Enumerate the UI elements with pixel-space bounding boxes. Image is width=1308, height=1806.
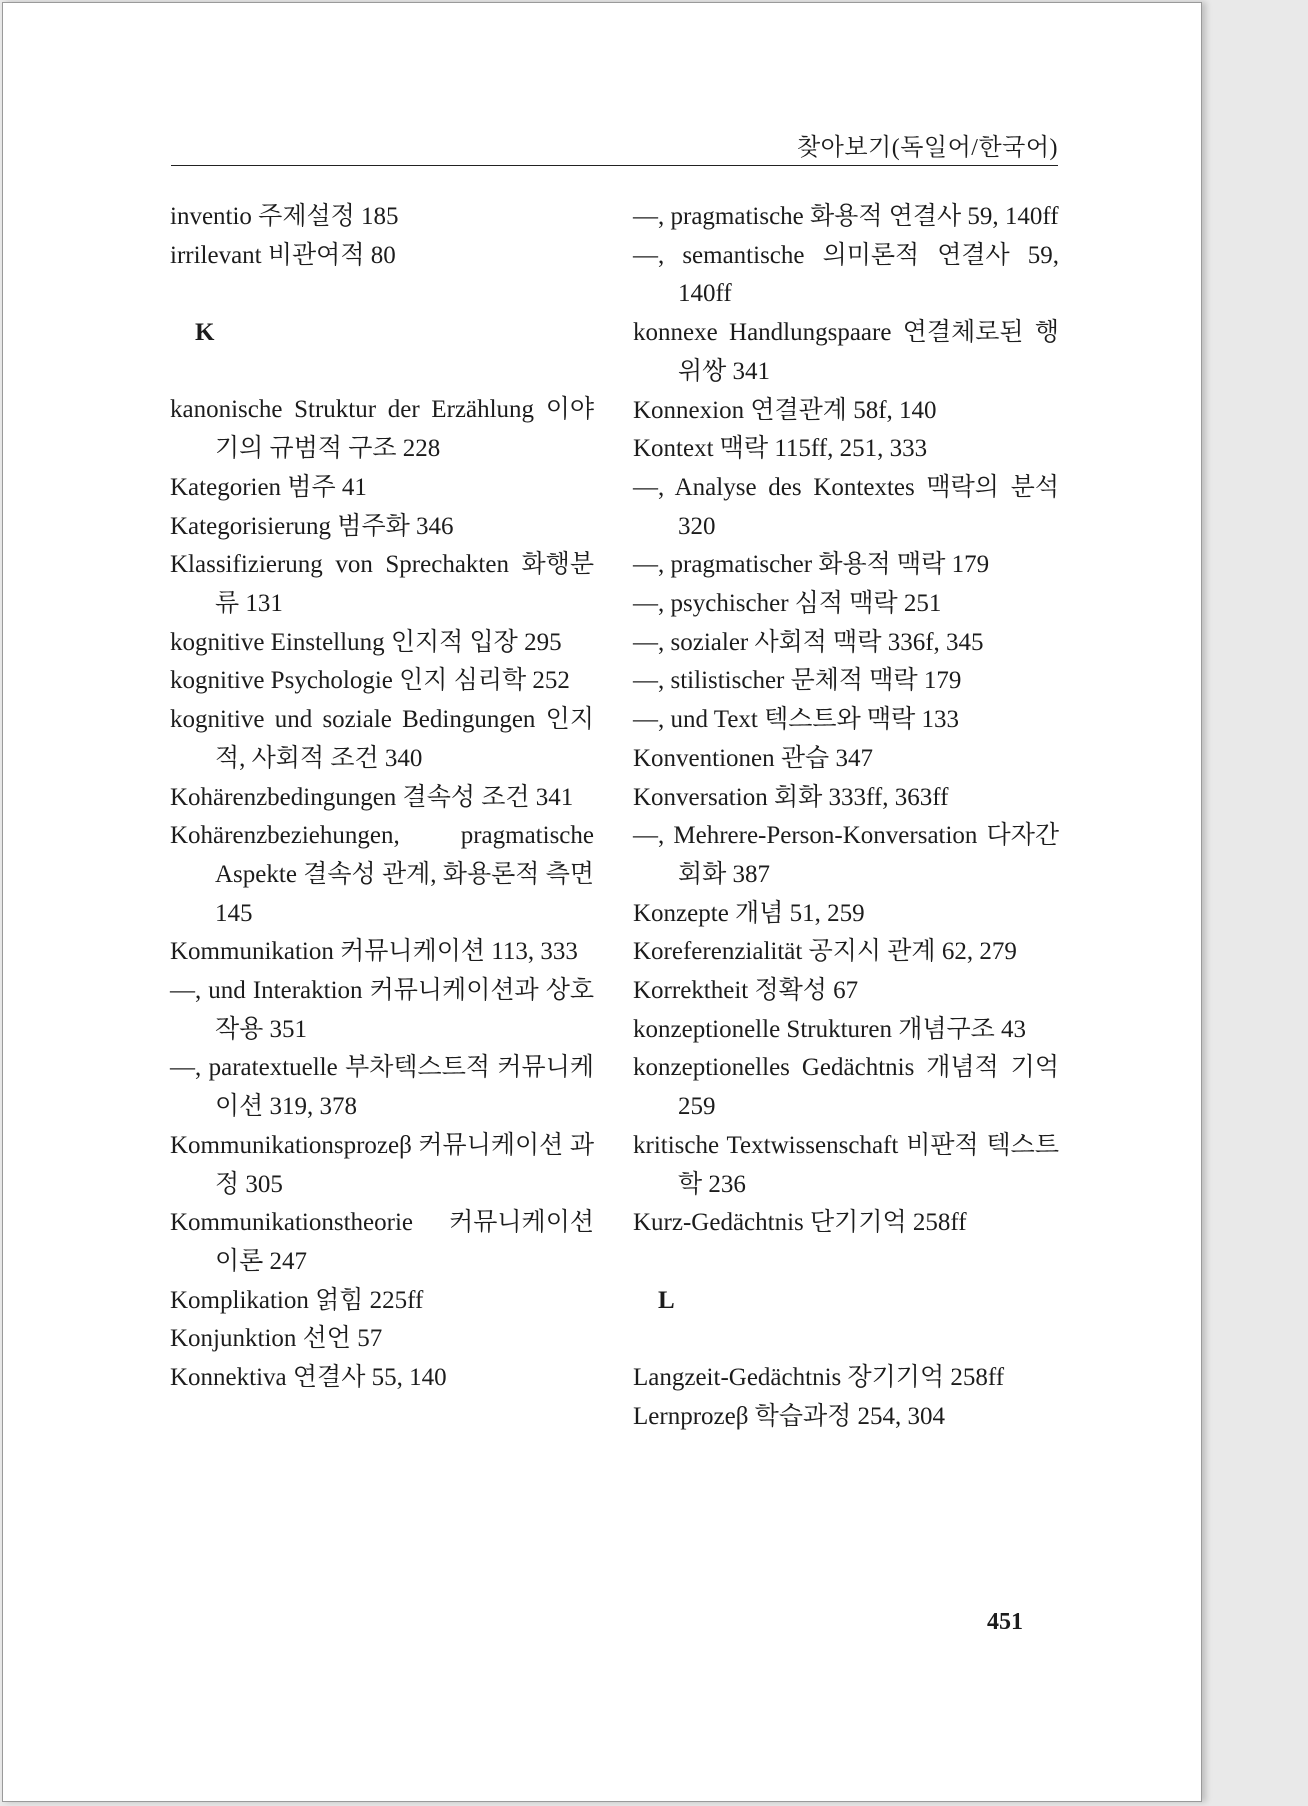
index-entry: Konzepte 개념 51, 259	[633, 899, 865, 927]
index-entry: konzeptionelle Strukturen 개념구조 43	[633, 1015, 1027, 1043]
index-entry: Konnexion 연결관계 58f, 140	[633, 396, 937, 424]
index-entry: Kohärenzbedingungen 결속성 조건 341	[170, 783, 574, 811]
index-entry: kognitive Psychologie 인지 심리학 252	[170, 667, 570, 695]
index-entry: Klassifizierung von Sprechakten 화행분류 131	[170, 551, 594, 617]
index-entry: Konversation 회화 333ff, 363ff	[633, 783, 949, 811]
index-entry: Kommunikationsprozeβ 커뮤니케이션 과정 305	[170, 1131, 594, 1198]
index-entry: —, Analyse des Kontextes 맥락의 분석 320	[633, 473, 1059, 540]
index-entry: inventio 주제설정 185	[170, 203, 399, 230]
index-entry: Kohärenzbeziehungen, pragmatische Aspekte 결속성 관계, 화용론적 측면 145	[170, 822, 594, 927]
index-entry: Konventionen 관습 347	[633, 744, 873, 772]
page-number: 451	[987, 1609, 1023, 1635]
index-entry: Kommunikationstheorie 커뮤니케이션 이론 247	[170, 1209, 594, 1275]
index-entry: Konjunktion 선언 57	[170, 1325, 383, 1353]
index-entry: —, Mehrere-Person-Konversation 다자간 회화 387	[633, 822, 1059, 888]
index-column-right	[633, 198, 1059, 1436]
index-entry: kognitive Einstellung 인지적 입장 295	[170, 628, 562, 656]
section-letter: K	[195, 319, 215, 347]
index-entry: konnexe Handlungspaare 연결체로된 행위쌍 341	[633, 319, 1059, 385]
index-entry: —, sozialer 사회적 맥락 336f, 345	[633, 628, 984, 656]
book-page	[2, 2, 1202, 1802]
index-entry: Kategorisierung 범주화 346	[170, 512, 454, 540]
index-entry: Kategorien 범주 41	[170, 473, 367, 501]
index-entry: Lernprozeβ 학습과정 254, 304	[633, 1402, 946, 1430]
index-entry: —, pragmatischer 화용적 맥락 179	[633, 551, 990, 579]
index-entry: Korrektheit 정확성 67	[633, 977, 859, 1005]
index-entry: —, stilistischer 문체적 맥락 179	[633, 667, 962, 695]
index-entry: Koreferenzialität 공지시 관계 62, 279	[633, 938, 1017, 966]
index-entry: Konnektiva 연결사 55, 140	[170, 1364, 447, 1392]
index-column-left	[170, 198, 594, 1398]
index-entry: —, pragmatische 화용적 연결사 59, 140ff	[633, 203, 1059, 230]
index-entry: Kurz-Gedächtnis 단기기억 258ff	[633, 1209, 967, 1237]
index-entry: —, und Text 텍스트와 맥락 133	[633, 706, 960, 734]
running-header: 찾아보기(독일어/한국어)	[171, 127, 1058, 166]
index-entry: irrilevant 비관여적 80	[170, 241, 396, 269]
index-entry: —, und Interaktion 커뮤니케이션과 상호작용 351	[170, 977, 594, 1043]
index-entry: kognitive und soziale Bedingungen 인지적, 사회적 조건 340	[170, 706, 594, 772]
index-entry: Komplikation 얽힘 225ff	[170, 1286, 424, 1314]
index-entry: Kommunikation 커뮤니케이션 113, 333	[170, 938, 578, 966]
index-entry: konzeptionelles Gedächtnis 개념적 기억 259	[633, 1054, 1059, 1121]
index-entry: —, semantische 의미론적 연결사 59, 140ff	[633, 241, 1059, 308]
index-entry: Kontext 맥락 115ff, 251, 333	[633, 435, 928, 463]
section-letter: L	[658, 1286, 675, 1314]
index-entry: kanonische Struktur der Erzählung 이야기의 규범적 구조 228	[170, 396, 594, 463]
index-entry: —, psychischer 심적 맥락 251	[633, 590, 942, 618]
index-entry: kritische Textwissenschaft 비판적 텍스트학 236	[633, 1131, 1059, 1198]
index-entry: Langzeit-Gedächtnis 장기기억 258ff	[633, 1364, 1005, 1392]
index-entry: —, paratextuelle 부차텍스트적 커뮤니케이션 319, 378	[170, 1054, 594, 1121]
